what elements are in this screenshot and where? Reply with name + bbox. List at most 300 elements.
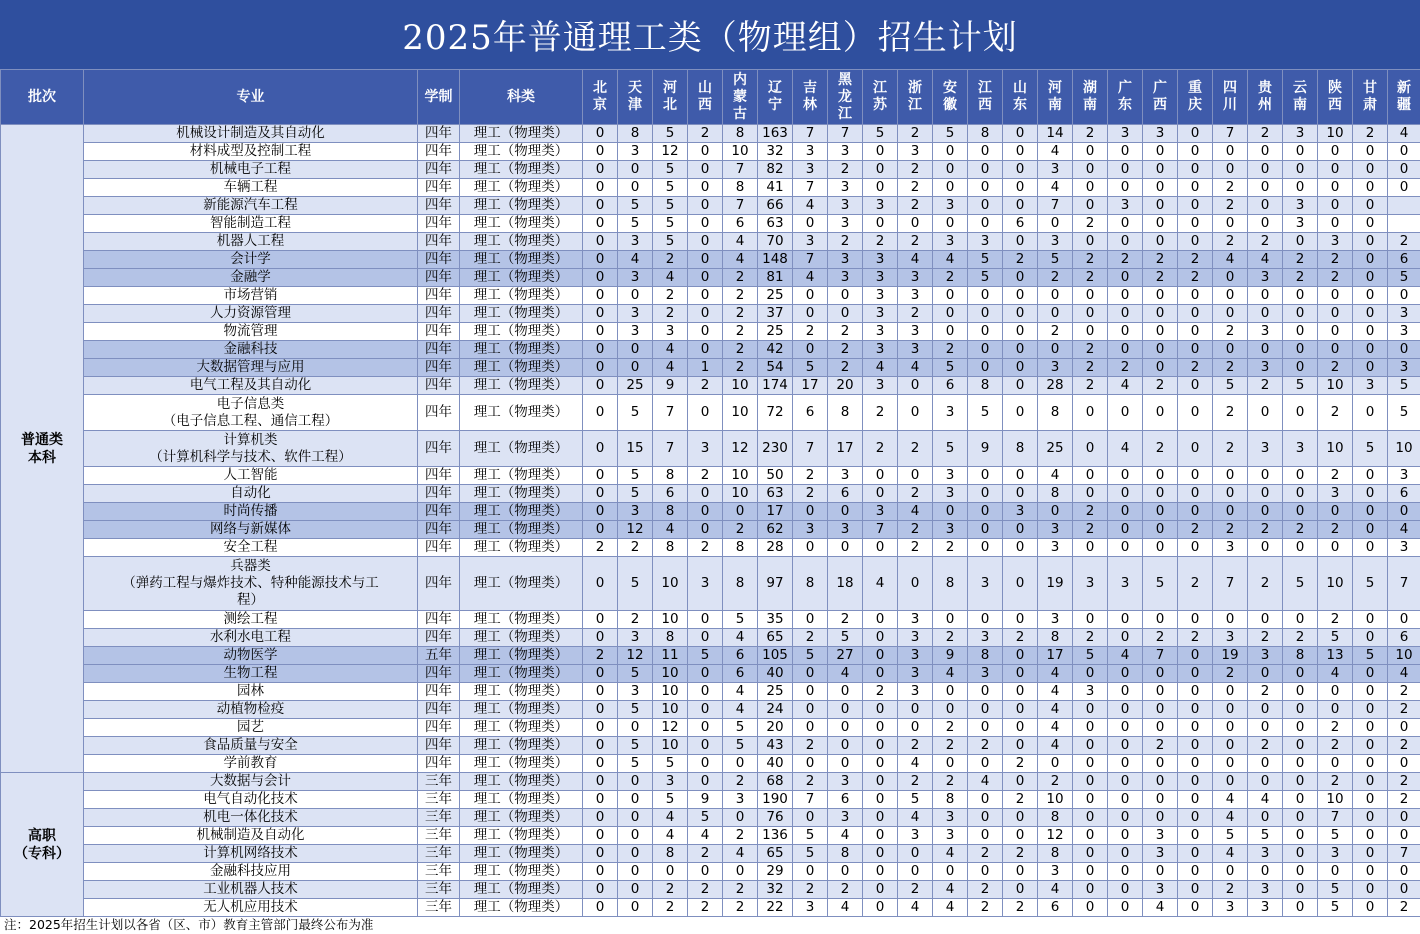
category-cell: 理工（物理类）: [460, 341, 583, 359]
quota-cell: 2: [1213, 395, 1248, 431]
quota-cell: 2: [688, 899, 723, 917]
quota-cell: 5: [618, 197, 653, 215]
quota-cell: 2: [828, 233, 863, 251]
quota-cell: 4: [863, 557, 898, 611]
quota-cell: 5: [653, 161, 688, 179]
quota-cell: 0: [1283, 827, 1318, 845]
quota-cell: 0: [1178, 809, 1213, 827]
quota-cell: 2: [1073, 359, 1108, 377]
quota-cell: 11: [653, 647, 688, 665]
duration-cell: 四年: [418, 395, 460, 431]
quota-cell: 0: [898, 701, 933, 719]
quota-cell: 9: [653, 377, 688, 395]
quota-cell: 0: [1388, 161, 1420, 179]
quota-cell: 3: [1143, 845, 1178, 863]
quota-cell: 0: [1388, 143, 1420, 161]
category-cell: 理工（物理类）: [460, 845, 583, 863]
quota-cell: 2: [723, 287, 758, 305]
table-row: [1, 161, 1420, 179]
quota-cell: 4: [723, 233, 758, 251]
major-cell: 机械制造及自动化: [84, 827, 418, 845]
quota-cell: 0: [1248, 143, 1283, 161]
quota-cell: 2: [898, 737, 933, 755]
table-row: [1, 719, 1420, 737]
quota-cell: 0: [1073, 701, 1108, 719]
quota-cell: 4: [1248, 251, 1283, 269]
quota-cell: 29: [758, 863, 793, 881]
quota-cell: 0: [1283, 485, 1318, 503]
quota-cell: 0: [1283, 305, 1318, 323]
quota-cell: 163: [758, 125, 793, 143]
quota-cell: 0: [863, 611, 898, 629]
quota-cell: 0: [1283, 809, 1318, 827]
quota-cell: 24: [758, 701, 793, 719]
quota-cell: 8: [933, 791, 968, 809]
header-duration: 学制: [418, 70, 460, 125]
quota-cell: 10: [653, 683, 688, 701]
quota-cell: 4: [653, 521, 688, 539]
quota-cell: 0: [1143, 773, 1178, 791]
table-row: [1, 431, 1420, 467]
quota-cell: 0: [583, 611, 618, 629]
quota-cell: 2: [793, 881, 828, 899]
quota-cell: 5: [618, 485, 653, 503]
quota-cell: 0: [1283, 755, 1318, 773]
quota-cell: 0: [1248, 287, 1283, 305]
quota-cell: 0: [688, 305, 723, 323]
quota-cell: 2: [828, 611, 863, 629]
major-cell: 材料成型及控制工程: [84, 143, 418, 161]
major-cell: 计算机类 （计算机科学与技术、软件工程）: [84, 431, 418, 467]
quota-cell: 7: [1213, 125, 1248, 143]
quota-cell: 0: [618, 881, 653, 899]
header-province: 安 徽: [933, 70, 968, 125]
quota-cell: 0: [583, 485, 618, 503]
quota-cell: 0: [1003, 359, 1038, 377]
quota-cell: 0: [933, 611, 968, 629]
quota-cell: 4: [933, 881, 968, 899]
quota-cell: 62: [758, 521, 793, 539]
quota-cell: 2: [1318, 773, 1353, 791]
quota-cell: 5: [968, 269, 1003, 287]
quota-cell: 148: [758, 251, 793, 269]
quota-cell: 2: [968, 737, 1003, 755]
quota-cell: 2: [828, 161, 863, 179]
quota-cell: 0: [1353, 845, 1388, 863]
quota-cell: 0: [1143, 395, 1178, 431]
quota-cell: 0: [1353, 719, 1388, 737]
quota-cell: 0: [1178, 485, 1213, 503]
quota-cell: 3: [898, 287, 933, 305]
quota-cell: 0: [1143, 611, 1178, 629]
page-title: 2025年普通理工类（物理组）招生计划: [0, 0, 1420, 69]
header-province: 新 疆: [1388, 70, 1420, 125]
quota-cell: 2: [1248, 125, 1283, 143]
quota-cell: 3: [1283, 125, 1318, 143]
duration-cell: 四年: [418, 467, 460, 485]
quota-cell: 14: [1038, 125, 1073, 143]
quota-cell: 4: [793, 269, 828, 287]
quota-cell: 63: [758, 485, 793, 503]
quota-cell: 2: [933, 719, 968, 737]
quota-cell: 0: [618, 863, 653, 881]
quota-cell: 8: [1038, 395, 1073, 431]
quota-cell: 4: [723, 683, 758, 701]
header-province: 湖 南: [1073, 70, 1108, 125]
quota-cell: 5: [723, 737, 758, 755]
quota-cell: 0: [828, 701, 863, 719]
quota-cell: 0: [828, 305, 863, 323]
quota-cell: 2: [898, 305, 933, 323]
quota-cell: 0: [1178, 467, 1213, 485]
quota-cell: 3: [898, 629, 933, 647]
quota-cell: 0: [1003, 125, 1038, 143]
duration-cell: 四年: [418, 503, 460, 521]
quota-cell: 0: [1318, 143, 1353, 161]
quota-cell: 3: [828, 467, 863, 485]
header-province: 辽 宁: [758, 70, 793, 125]
quota-cell: 0: [793, 755, 828, 773]
quota-cell: 10: [1318, 557, 1353, 611]
quota-cell: 0: [1353, 359, 1388, 377]
quota-cell: 0: [968, 521, 1003, 539]
table-row: [1, 521, 1420, 539]
quota-cell: 4: [1143, 899, 1178, 917]
quota-cell: 0: [793, 305, 828, 323]
quota-cell: 0: [863, 629, 898, 647]
quota-cell: 10: [653, 611, 688, 629]
quota-cell: 3: [1248, 845, 1283, 863]
quota-cell: 5: [653, 791, 688, 809]
quota-cell: 0: [1248, 305, 1283, 323]
quota-cell: 0: [1073, 719, 1108, 737]
quota-cell: 3: [1143, 881, 1178, 899]
quota-cell: 0: [898, 377, 933, 395]
quota-cell: 0: [1283, 539, 1318, 557]
quota-cell: 0: [1143, 287, 1178, 305]
header-province: 天 津: [618, 70, 653, 125]
quota-cell: 10: [653, 737, 688, 755]
quota-cell: 0: [863, 161, 898, 179]
quota-cell: 0: [968, 161, 1003, 179]
quota-cell: 0: [583, 125, 618, 143]
quota-cell: 2: [723, 827, 758, 845]
quota-cell: 0: [1213, 863, 1248, 881]
quota-cell: 0: [828, 287, 863, 305]
quota-cell: 0: [1283, 143, 1318, 161]
quota-cell: 2: [898, 125, 933, 143]
quota-cell: 0: [1003, 539, 1038, 557]
quota-cell: 0: [723, 503, 758, 521]
quota-cell: 0: [1353, 323, 1388, 341]
quota-cell: 2: [1318, 521, 1353, 539]
quota-cell: 3: [1388, 359, 1420, 377]
header-province: 吉 林: [793, 70, 828, 125]
quota-cell: 3: [968, 665, 1003, 683]
quota-cell: 2: [723, 773, 758, 791]
quota-cell: 3: [863, 341, 898, 359]
quota-cell: 0: [1248, 863, 1283, 881]
quota-cell: 2: [1248, 737, 1283, 755]
quota-cell: 2: [1108, 251, 1143, 269]
quota-cell: 0: [1143, 161, 1178, 179]
quota-cell: 0: [1178, 323, 1213, 341]
category-cell: 理工（物理类）: [460, 251, 583, 269]
quota-cell: 2: [1073, 251, 1108, 269]
quota-cell: 0: [1108, 809, 1143, 827]
header-province: 重 庆: [1178, 70, 1213, 125]
quota-cell: 2: [1283, 251, 1318, 269]
quota-cell: 4: [653, 809, 688, 827]
category-cell: 理工（物理类）: [460, 197, 583, 215]
category-cell: 理工（物理类）: [460, 827, 583, 845]
quota-cell: 2: [688, 467, 723, 485]
quota-cell: 0: [1003, 737, 1038, 755]
quota-cell: 0: [1248, 611, 1283, 629]
quota-cell: 0: [688, 611, 723, 629]
quota-cell: 0: [793, 701, 828, 719]
quota-cell: 0: [1003, 719, 1038, 737]
major-cell: 兵器类 （弹药工程与爆炸技术、特种能源技术与工 程）: [84, 557, 418, 611]
major-cell: 金融科技: [84, 341, 418, 359]
quota-cell: 2: [1073, 269, 1108, 287]
quota-cell: 0: [1073, 485, 1108, 503]
duration-cell: 三年: [418, 827, 460, 845]
quota-cell: 136: [758, 827, 793, 845]
duration-cell: 四年: [418, 557, 460, 611]
quota-cell: 5: [968, 251, 1003, 269]
major-cell: 网络与新媒体: [84, 521, 418, 539]
quota-cell: 0: [1003, 233, 1038, 251]
quota-cell: 0: [1353, 305, 1388, 323]
quota-cell: 0: [688, 755, 723, 773]
quota-cell: 0: [1318, 683, 1353, 701]
quota-cell: 0: [583, 467, 618, 485]
quota-cell: 3: [933, 827, 968, 845]
quota-cell: 2: [793, 323, 828, 341]
quota-cell: 8: [653, 539, 688, 557]
quota-cell: 0: [1108, 233, 1143, 251]
quota-cell: 2: [793, 485, 828, 503]
quota-cell: 0: [968, 683, 1003, 701]
quota-cell: 0: [583, 755, 618, 773]
quota-cell: 5: [653, 125, 688, 143]
quota-cell: 8: [723, 557, 758, 611]
quota-cell: 0: [968, 755, 1003, 773]
quota-cell: 5: [1388, 269, 1420, 287]
quota-cell: 0: [583, 161, 618, 179]
table-row: [1, 665, 1420, 683]
quota-cell: 40: [758, 665, 793, 683]
quota-cell: 3: [1283, 431, 1318, 467]
quota-cell: 0: [618, 827, 653, 845]
quota-cell: 25: [618, 377, 653, 395]
quota-cell: 12: [618, 521, 653, 539]
quota-cell: 0: [583, 341, 618, 359]
quota-cell: 0: [1003, 269, 1038, 287]
quota-cell: 0: [1003, 395, 1038, 431]
header-province: 北 京: [583, 70, 618, 125]
quota-cell: 0: [933, 143, 968, 161]
quota-cell: 7: [1038, 197, 1073, 215]
major-cell: 动物医学: [84, 647, 418, 665]
quota-cell: 3: [1248, 899, 1283, 917]
quota-cell: 2: [1318, 719, 1353, 737]
quota-cell: 0: [1003, 377, 1038, 395]
table-row: [1, 485, 1420, 503]
quota-cell: 7: [793, 431, 828, 467]
table-row: [1, 845, 1420, 863]
quota-cell: 0: [1003, 179, 1038, 197]
quota-cell: 3: [688, 557, 723, 611]
category-cell: 理工（物理类）: [460, 557, 583, 611]
quota-cell: 6: [828, 485, 863, 503]
quota-cell: 3: [653, 773, 688, 791]
quota-cell: 10: [723, 143, 758, 161]
quota-cell: 0: [1108, 611, 1143, 629]
quota-cell: 0: [688, 143, 723, 161]
quota-cell: 8: [723, 539, 758, 557]
quota-cell: 65: [758, 629, 793, 647]
quota-cell: 2: [933, 539, 968, 557]
quota-cell: 2: [723, 305, 758, 323]
quota-cell: 2: [1003, 755, 1038, 773]
category-cell: 理工（物理类）: [460, 305, 583, 323]
quota-cell: 3: [793, 899, 828, 917]
quota-cell: 0: [1283, 863, 1318, 881]
quota-cell: 0: [1213, 143, 1248, 161]
quota-cell: 4: [828, 665, 863, 683]
quota-cell: 0: [1143, 521, 1178, 539]
quota-cell: 37: [758, 305, 793, 323]
quota-cell: 0: [1003, 773, 1038, 791]
quota-cell: 3: [1038, 233, 1073, 251]
duration-cell: 四年: [418, 215, 460, 233]
quota-cell: 17: [793, 377, 828, 395]
quota-cell: 3: [1143, 827, 1178, 845]
quota-cell: 2: [898, 539, 933, 557]
quota-cell: 3: [1388, 539, 1420, 557]
quota-cell: 10: [1318, 377, 1353, 395]
quota-cell: 0: [1143, 665, 1178, 683]
category-cell: 理工（物理类）: [460, 791, 583, 809]
quota-cell: 0: [863, 899, 898, 917]
category-cell: 理工（物理类）: [460, 125, 583, 143]
quota-cell: 0: [1073, 665, 1108, 683]
quota-cell: 3: [1248, 881, 1283, 899]
quota-cell: 6: [1388, 251, 1420, 269]
quota-cell: 0: [968, 215, 1003, 233]
quota-cell: 0: [1073, 233, 1108, 251]
quota-cell: 0: [1073, 323, 1108, 341]
quota-cell: 0: [793, 611, 828, 629]
quota-cell: 0: [1073, 863, 1108, 881]
quota-cell: 2: [688, 845, 723, 863]
quota-cell: 2: [618, 539, 653, 557]
quota-cell: 0: [1143, 539, 1178, 557]
quota-cell: 5: [653, 755, 688, 773]
quota-cell: 0: [1213, 485, 1248, 503]
quota-cell: 0: [653, 863, 688, 881]
quota-cell: 3: [863, 305, 898, 323]
quota-cell: 3: [1213, 629, 1248, 647]
quota-cell: 0: [1003, 557, 1038, 611]
quota-cell: 2: [863, 431, 898, 467]
quota-cell: 0: [1283, 287, 1318, 305]
quota-cell: 5: [828, 629, 863, 647]
header-category: 科类: [460, 70, 583, 125]
quota-cell: 8: [1283, 647, 1318, 665]
quota-cell: 2: [1388, 899, 1420, 917]
quota-cell: 0: [1073, 143, 1108, 161]
quota-cell: 2: [1073, 629, 1108, 647]
header-province: 云 南: [1283, 70, 1318, 125]
quota-cell: 5: [1283, 377, 1318, 395]
quota-cell: 0: [1178, 701, 1213, 719]
quota-cell: 3: [618, 269, 653, 287]
quota-cell: 5: [618, 557, 653, 611]
footnote: 注：2025年招生计划以各省（区、市）教育主管部门最终公布为准: [4, 917, 374, 932]
quota-cell: 0: [968, 809, 1003, 827]
quota-cell: 0: [828, 863, 863, 881]
duration-cell: 四年: [418, 521, 460, 539]
quota-cell: 5: [653, 233, 688, 251]
table-row: [1, 359, 1420, 377]
quota-cell: 65: [758, 845, 793, 863]
quota-cell: 3: [828, 179, 863, 197]
table-row: [1, 791, 1420, 809]
quota-cell: 4: [1388, 125, 1420, 143]
quota-cell: 2: [1178, 269, 1213, 287]
quota-cell: 2: [968, 881, 1003, 899]
quota-cell: 2: [1143, 377, 1178, 395]
quota-cell: 5: [1353, 431, 1388, 467]
quota-cell: 0: [1213, 305, 1248, 323]
quota-cell: 2: [618, 611, 653, 629]
quota-cell: 4: [723, 701, 758, 719]
quota-cell: 3: [618, 143, 653, 161]
quota-cell: 0: [1108, 737, 1143, 755]
quota-cell: 0: [1213, 773, 1248, 791]
quota-cell: 2: [688, 377, 723, 395]
quota-cell: 2: [688, 125, 723, 143]
quota-cell: 12: [1038, 827, 1073, 845]
quota-cell: 2: [1213, 665, 1248, 683]
duration-cell: 四年: [418, 143, 460, 161]
quota-cell: 0: [583, 719, 618, 737]
quota-cell: 0: [688, 179, 723, 197]
quota-cell: 4: [1108, 431, 1143, 467]
quota-cell: 0: [898, 215, 933, 233]
quota-cell: 0: [1143, 701, 1178, 719]
quota-cell: 3: [863, 287, 898, 305]
table-row: [1, 197, 1420, 215]
quota-cell: 10: [653, 557, 688, 611]
major-cell: 无人机应用技术: [84, 899, 418, 917]
duration-cell: 三年: [418, 881, 460, 899]
quota-cell: 0: [1353, 503, 1388, 521]
quota-cell: 2: [653, 287, 688, 305]
quota-cell: 5: [793, 845, 828, 863]
quota-cell: 0: [793, 539, 828, 557]
quota-cell: 2: [1283, 521, 1318, 539]
quota-cell: 10: [653, 665, 688, 683]
table-row: [1, 881, 1420, 899]
table-row: [1, 557, 1420, 611]
quota-cell: 0: [898, 845, 933, 863]
quota-cell: 3: [1213, 899, 1248, 917]
quota-cell: 5: [688, 809, 723, 827]
